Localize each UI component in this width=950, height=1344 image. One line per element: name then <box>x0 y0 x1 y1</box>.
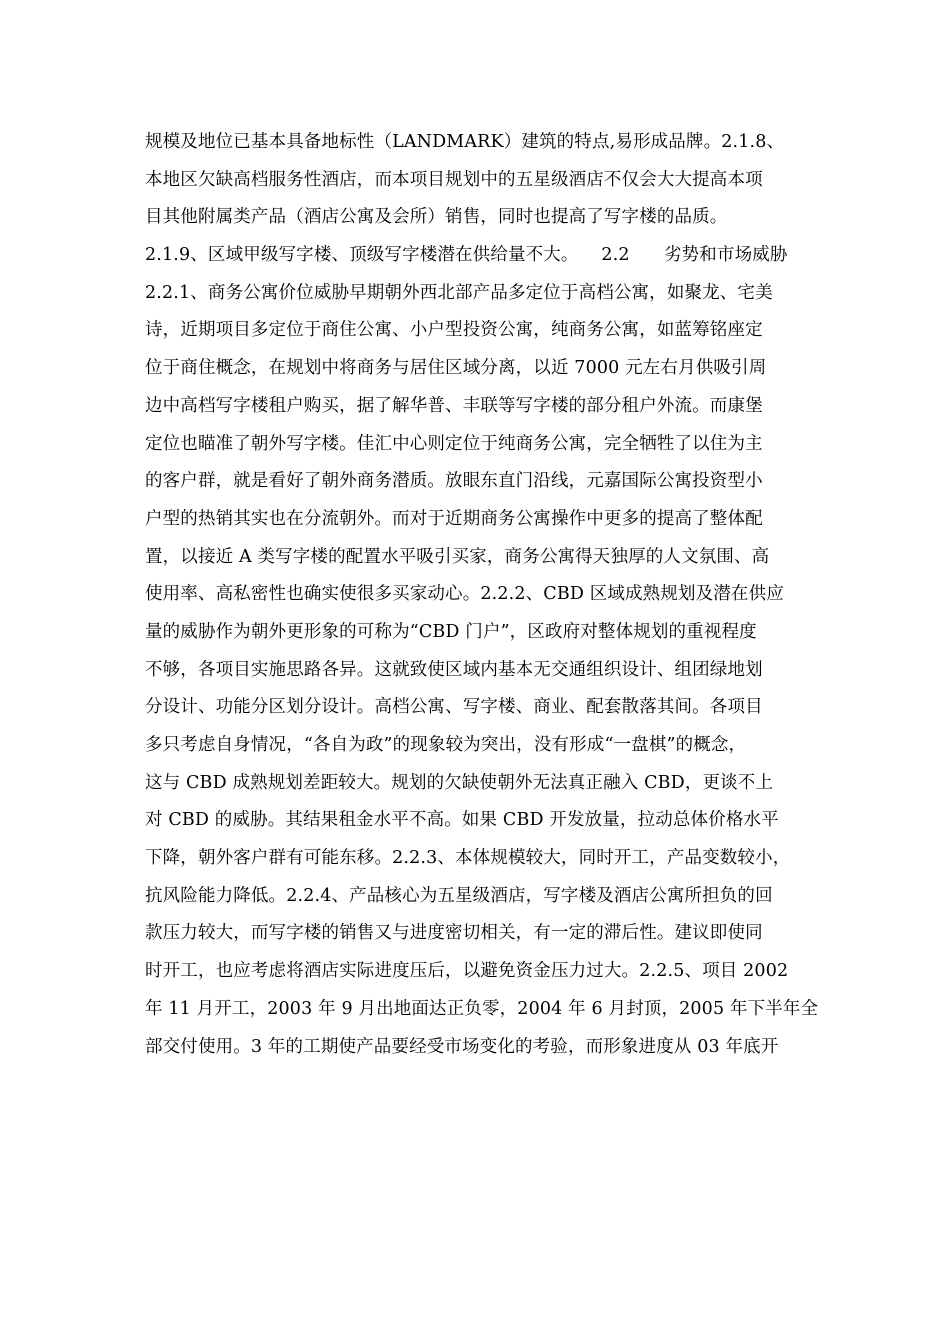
text-line: 2.2.1、商务公寓价位威胁早期朝外西北部产品多定位于高档公寓，如聚龙、宅美 <box>145 282 773 303</box>
text-line: 下降，朝外客户群有可能东移。2.2.3、本体规模较大，同时开工，产品变数较小， <box>145 848 791 869</box>
text-line: 款压力较大，而写字楼的销售又与进度密切相关，有一定的滞后性。建议即使同 <box>145 923 763 944</box>
text-line: 置，以接近 A 类写字楼的配置水平吸引买家，商务公寓得天独厚的人文氛围、高 <box>145 546 770 567</box>
text-line: 的客户群，就是看好了朝外商务潜质。放眼东直门沿线，元嘉国际公寓投资型小 <box>145 471 763 492</box>
text-line: 定位也瞄准了朝外写字楼。佳汇中心则定位于纯商务公寓，完全牺牲了以住为主 <box>145 433 763 454</box>
text-line: 对 CBD 的威胁。其结果租金水平不高。如果 CBD 开发放量，拉动总体价格水平 <box>145 810 779 831</box>
text-line: 这与 CBD 成熟规划差距较大。规划的欠缺使朝外无法真正融入 CBD，更谈不上 <box>145 772 774 793</box>
text-line: 位于商住概念，在规划中将商务与居住区域分离，以近 7000 元左右月供吸引周 <box>145 358 767 379</box>
text-line: 目其他附属类产品（酒店公寓及会所）销售，同时也提高了写字楼的品质。 <box>145 207 728 228</box>
text-line: 部交付使用。3 年的工期使产品要经受市场变化的考验，而形象进度从 03 年底开 <box>145 1036 779 1057</box>
text-line: 量的威胁作为朝外更形象的可称为“CBD 门户”，区政府对整体规划的重视程度 <box>145 621 757 642</box>
text-line: 2.1.9、区域甲级写字楼、顶级写字楼潜在供给量不大。 2.2 劣势和市场威胁 <box>145 245 788 266</box>
text-line: 多只考虑自身情况，“各自为政”的现象较为突出，没有形成“一盘棋”的概念， <box>145 735 747 755</box>
body-text <box>145 124 825 1066</box>
text-line: 使用率、高私密性也确实使很多买家动心。2.2.2、CBD 区域成熟规划及潜在供应 <box>145 584 784 605</box>
text-line: 本地区欠缺高档服务性酒店，而本项目规划中的五星级酒店不仅会大大提高本项 <box>145 169 763 190</box>
text-line: 时开工，也应考虑将酒店实际进度压后，以避免资金压力过大。2.2.5、项目 2002 <box>145 961 789 982</box>
text-line: 不够，各项目实施思路各异。这就致使区域内基本无交通组织设计、组团绿地划 <box>145 659 763 680</box>
text-line: 抗风险能力降低。2.2.4、产品核心为五星级酒店，写字楼及酒店公寓所担负的回 <box>145 885 773 906</box>
text-line: 年 11 月开工，2003 年 9 月出地面达正负零，2004 年 6 月封顶，2005 年下半年全 <box>145 998 819 1019</box>
text-line: 分设计、功能分区划分设计。高档公寓、写字楼、商业、配套散落其间。各项目 <box>145 697 763 718</box>
text-line: 边中高档写字楼租户购买，据了解华普、丰联等写字楼的部分租户外流。而康堡 <box>145 395 763 416</box>
text-line: 规模及地位已基本具备地标性（LANDMARK）建筑的特点,易形成品牌。2.1.8、 <box>145 132 785 152</box>
text-line: 诗，近期项目多定位于商住公寓、小户型投资公寓，纯商务公寓，如蓝筹铭座定 <box>145 320 763 341</box>
text-line: 户型的热销其实也在分流朝外。而对于近期商务公寓操作中更多的提高了整体配 <box>145 508 763 529</box>
